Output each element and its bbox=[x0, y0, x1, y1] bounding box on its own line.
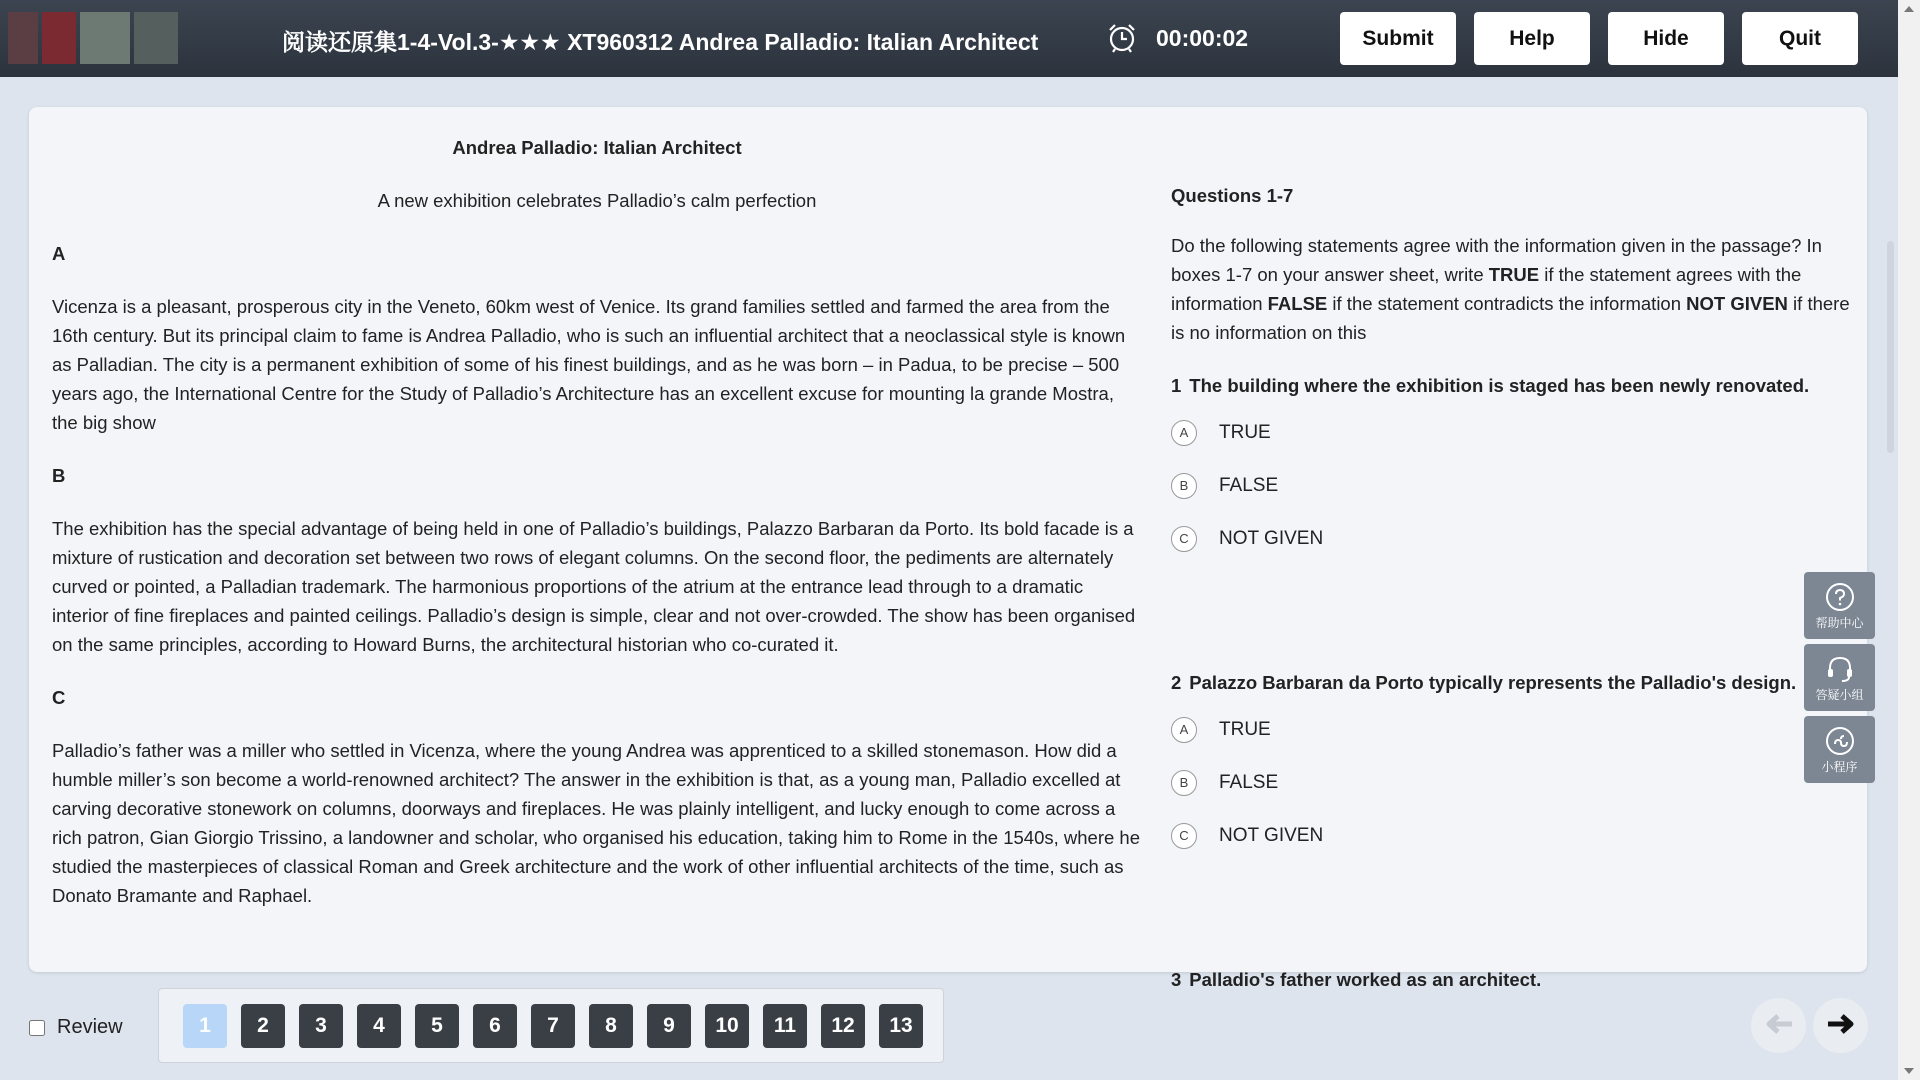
instruction-not-given: NOT GIVEN bbox=[1686, 293, 1788, 314]
questions-scrollbar[interactable] bbox=[1887, 241, 1894, 453]
question-circle-icon bbox=[1825, 582, 1855, 612]
scroll-up-icon[interactable] bbox=[1898, 2, 1920, 16]
headset-icon bbox=[1825, 654, 1855, 684]
question-3 bbox=[1171, 969, 1881, 991]
help-center-widget[interactable] bbox=[1804, 572, 1875, 639]
previous-button[interactable] bbox=[1751, 998, 1806, 1053]
review-label: Review bbox=[57, 1016, 123, 1038]
page-button-7[interactable]: 7 bbox=[531, 1004, 575, 1048]
instruction-text: if the statement contradicts the information bbox=[1327, 293, 1687, 314]
page-button-8[interactable]: 8 bbox=[589, 1004, 633, 1048]
option-false[interactable] bbox=[1171, 468, 1881, 503]
option-label: FALSE bbox=[1219, 474, 1279, 496]
question-number: 3 bbox=[1171, 969, 1182, 990]
option-radio[interactable]: B bbox=[1171, 473, 1197, 499]
page-button-1[interactable]: 1 bbox=[183, 1004, 227, 1048]
question-text bbox=[1171, 672, 1881, 694]
section-letter: C bbox=[52, 687, 66, 708]
timer: 00:00:02 bbox=[1156, 25, 1249, 51]
page-button-5[interactable]: 5 bbox=[415, 1004, 459, 1048]
option-false[interactable] bbox=[1171, 765, 1881, 800]
logo bbox=[0, 12, 190, 64]
question-pager bbox=[158, 988, 944, 1063]
page-button-6[interactable]: 6 bbox=[473, 1004, 517, 1048]
option-label: FALSE bbox=[1219, 771, 1279, 793]
page-title: 阅读还原集1-4-Vol.3-★★★ XT960312 Andrea Palladio: Italian Architect bbox=[282, 29, 1039, 55]
question-statement: The building where the exhibition is staged has been newly renovated. bbox=[1189, 375, 1810, 396]
questions-panel[interactable] bbox=[1171, 107, 1881, 990]
option-label: TRUE bbox=[1219, 421, 1271, 443]
help-button[interactable]: Help bbox=[1474, 12, 1590, 65]
option-label: TRUE bbox=[1219, 718, 1271, 740]
instruction-true: TRUE bbox=[1488, 264, 1540, 285]
exam-card bbox=[29, 107, 1867, 990]
option-not-given[interactable] bbox=[1171, 521, 1881, 556]
page-button-12[interactable]: 12 bbox=[821, 1004, 865, 1048]
next-button[interactable] bbox=[1813, 998, 1868, 1053]
alarm-clock-icon bbox=[1106, 22, 1138, 54]
question-number: 2 bbox=[1171, 672, 1182, 693]
page-button-2[interactable]: 2 bbox=[241, 1004, 285, 1048]
option-radio[interactable]: B bbox=[1171, 770, 1197, 796]
option-radio[interactable]: C bbox=[1171, 823, 1197, 849]
mini-program-label: 小程序 bbox=[1821, 760, 1858, 774]
option-true[interactable] bbox=[1171, 415, 1881, 450]
passage-subtitle: A new exhibition celebrates Palladio’s calm perfection bbox=[377, 190, 817, 211]
instruction-text: if the statement agrees with the information bbox=[1171, 264, 1802, 314]
page-button-9[interactable]: 9 bbox=[647, 1004, 691, 1048]
option-radio[interactable]: A bbox=[1171, 717, 1197, 743]
instruction-false: FALSE bbox=[1267, 293, 1328, 314]
instruction-text: Do the following statements agree with the information given in the passage? In boxes 1-7 on your answer sheet, write bbox=[1171, 235, 1822, 285]
qa-group-label: 答疑小组 bbox=[1815, 688, 1864, 702]
option-not-given[interactable] bbox=[1171, 818, 1881, 853]
page-button-4[interactable]: 4 bbox=[357, 1004, 401, 1048]
page-button-11[interactable]: 11 bbox=[763, 1004, 807, 1048]
scroll-down-icon[interactable] bbox=[1898, 1064, 1920, 1078]
top-bar bbox=[0, 0, 1898, 77]
question-1 bbox=[1171, 375, 1881, 556]
option-true[interactable] bbox=[1171, 712, 1881, 747]
help-center-label: 帮助中心 bbox=[1815, 616, 1864, 630]
submit-button[interactable]: Submit bbox=[1340, 12, 1456, 65]
quit-button[interactable]: Quit bbox=[1742, 12, 1858, 65]
question-statement: Palladio's father worked as an architect. bbox=[1189, 969, 1542, 990]
section-paragraph: The exhibition has the special advantage of being held in one of Palladio’s buildings, Palazzo Barbaran da Porto. Its bold facade is a mixture of rustication and decoration set between two rows of elegant columns. On the second floor, the pediments are alternately curved or pointed, a Palladian trademark. The harmonious proportions of the atrium at the entrance lead through to a dramatic interior of fine fireplaces and painted ceilings. Palladio’s design is simple, clear and not over-crowded. The show has been organised on the same principles, according to Howard Burns, the architectural historian who co-curated it. bbox=[52, 518, 1136, 655]
questions-heading: Questions 1-7 bbox=[1171, 185, 1294, 206]
arrow-right-icon bbox=[1826, 1013, 1856, 1035]
option-radio[interactable]: C bbox=[1171, 526, 1197, 552]
question-2 bbox=[1171, 672, 1881, 853]
instruction-text: if there is no information on this bbox=[1171, 293, 1850, 343]
question-statement: Palazzo Barbaran da Porto typically represents the Palladio's design. bbox=[1189, 672, 1797, 693]
section-paragraph: Palladio’s father was a miller who settled in Vicenza, where the young Andrea was apprenticed to a skilled stonemason. How did a humble miller’s son become a world-renowned architect? The answer in the exhibition is that, as a young man, Palladio excelled at carving decorative stonework on columns, doorways and fireplaces. He was plainly intelligent, and lucky enough to come across a rich patron, Gian Giorgio Trissino, a landowner and scholar, who organised his education, taking him to Rome in the 1540s, where he studied the masterpieces of classical Roman and Greek architecture and the work of other influential architects of the time, such as Donato Bramante and Raphael. bbox=[52, 740, 1141, 906]
question-text bbox=[1171, 375, 1881, 397]
passage-panel[interactable] bbox=[52, 107, 1142, 972]
page-button-13[interactable]: 13 bbox=[879, 1004, 923, 1048]
questions-instruction bbox=[1171, 231, 1851, 347]
hide-button[interactable]: Hide bbox=[1608, 12, 1724, 65]
question-text bbox=[1171, 969, 1881, 991]
mini-program-icon bbox=[1825, 726, 1855, 756]
option-label: NOT GIVEN bbox=[1219, 527, 1324, 549]
section-letter: A bbox=[52, 243, 66, 264]
option-radio[interactable]: A bbox=[1171, 420, 1197, 446]
page-button-10[interactable]: 10 bbox=[705, 1004, 749, 1048]
qa-group-widget[interactable] bbox=[1804, 644, 1875, 711]
page-button-3[interactable]: 3 bbox=[299, 1004, 343, 1048]
passage-title: Andrea Palladio: Italian Architect bbox=[452, 137, 742, 158]
window-scrollbar[interactable] bbox=[1898, 0, 1920, 1080]
review-checkbox[interactable] bbox=[29, 1020, 45, 1036]
section-letter: B bbox=[52, 465, 66, 486]
review-checkbox-wrapper[interactable] bbox=[29, 1016, 123, 1039]
option-label: NOT GIVEN bbox=[1219, 824, 1324, 846]
section-paragraph: Vicenza is a pleasant, prosperous city in the Veneto, 60km west of Venice. Its grand families settled and farmed the area from the 16th century. But its principal claim to fame is Andrea Palladio, who is such an influential architect that a neoclassical style is known as Palladian. The city is a permanent exhibition of some of his finest buildings, and as he was born – in Padua, to be precise – 500 years ago, the International Centre for the Study of Palladio’s Architecture has an excellent excuse for mounting la grande Mostra, the big show bbox=[52, 296, 1126, 433]
arrow-left-icon bbox=[1764, 1013, 1794, 1035]
mini-program-widget[interactable] bbox=[1804, 716, 1875, 783]
question-number: 1 bbox=[1171, 375, 1182, 396]
